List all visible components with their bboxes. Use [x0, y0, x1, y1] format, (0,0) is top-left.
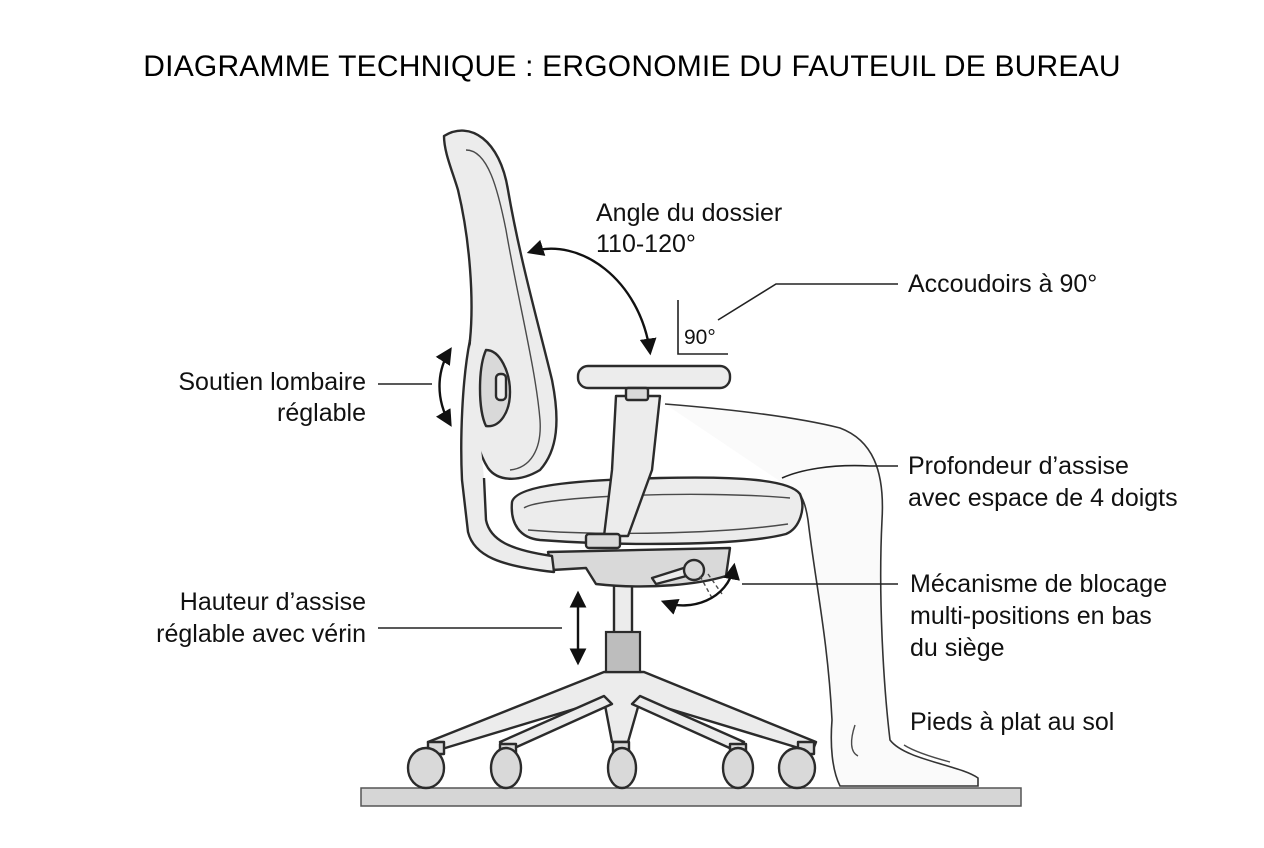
caster: [608, 742, 636, 788]
feet-label: Pieds à plat au sol: [910, 708, 1115, 736]
backrest-angle-label-line1: Angle du dossier: [596, 199, 783, 227]
armrest-angle-mark-label: 90°: [684, 326, 716, 349]
armrests-label: Accoudoirs à 90°: [908, 270, 1098, 298]
seat-height-label-line1: Hauteur d’assise: [179, 588, 366, 616]
seat-depth-label-line1: Profondeur d’assise: [908, 452, 1129, 480]
seat-mechanism: [548, 548, 730, 598]
floor: [361, 788, 1021, 806]
lumbar-adjust-arrow: [440, 350, 451, 424]
armrest-leader-line: [718, 284, 898, 320]
mechanism-label-line2: multi-positions en bas: [910, 602, 1152, 630]
chair-base: [408, 672, 816, 788]
lumbar-label-line2: réglable: [277, 399, 366, 427]
backrest-angle-label-line2: 110-120°: [596, 230, 696, 258]
mechanism-label-line1: Mécanisme de blocage: [910, 570, 1168, 598]
seat-height-label-line2: réglable avec vérin: [156, 620, 366, 648]
seat-cushion: [512, 478, 803, 544]
caster: [779, 742, 815, 788]
caster: [408, 742, 444, 788]
gas-cylinder: [606, 584, 640, 672]
seat-depth-label-line2: avec espace de 4 doigts: [908, 484, 1178, 512]
lumbar-label-line1: Soutien lombaire: [178, 368, 366, 396]
caster: [491, 744, 521, 788]
backrest-angle-arrow: [530, 249, 650, 352]
caster: [723, 744, 753, 788]
mechanism-label-line3: du siège: [910, 634, 1005, 662]
diagram-title: DIAGRAMME TECHNIQUE : ERGONOMIE DU FAUTEUIL DE BUREAU: [143, 50, 1121, 83]
